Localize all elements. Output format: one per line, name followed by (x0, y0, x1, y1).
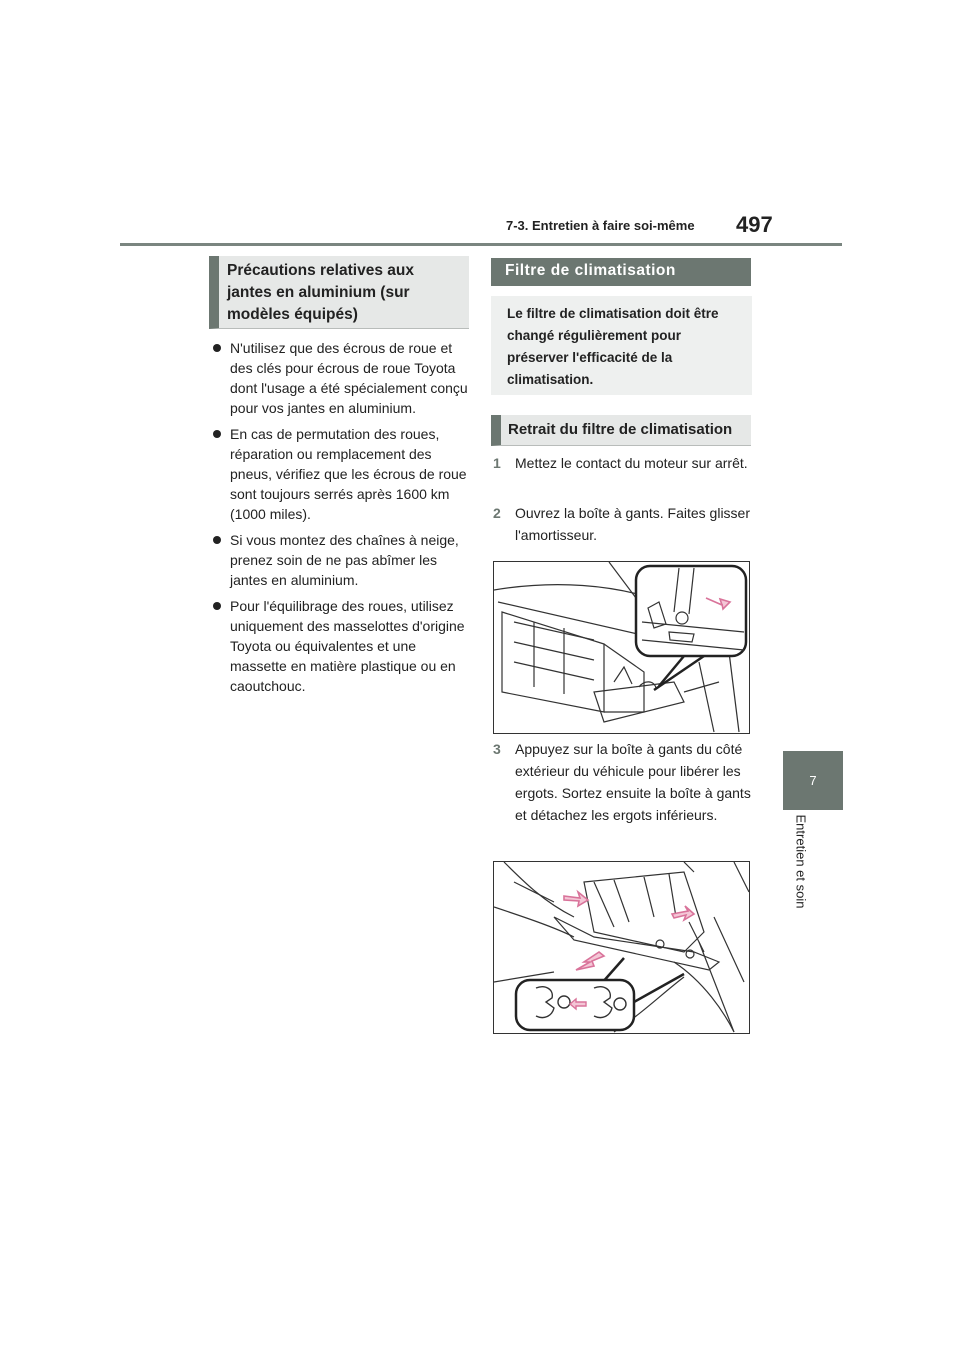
section-title-aluminium-wheels: Précautions relatives aux jantes en aluminium (sur modèles équipés) (209, 256, 469, 329)
bullet-icon (213, 344, 221, 352)
glovebox-damper-drawing (494, 562, 749, 733)
pull-arrow-icon (576, 952, 604, 970)
step-3 (493, 738, 751, 826)
list-item: Pour l'équilibrage des roues, utilisez uniquement des masselottes d'origine Toyota ou équivalentes et une massette en matière plastique ou en caoutchouc. (212, 596, 474, 696)
list-item: N'utilisez que des écrous de roue et des clés pour écrous de roue Toyota dont l'usage a été spécialement conçu pour vos jantes en aluminium. (212, 338, 474, 418)
glovebox-removal-illustration (493, 861, 750, 1034)
bullet-icon (213, 536, 221, 544)
page-number: 497 (736, 212, 773, 237)
step-1 (493, 452, 751, 474)
bullet-icon (213, 430, 221, 438)
list-item: En cas de permutation des roues, réparation ou remplacement des pneus, vérifiez que les écrous de roue sont toujours serrés après 1600 km (1000 miles). (212, 424, 474, 524)
step-number: 2 (493, 505, 501, 521)
step-text: Mettez le contact du moteur sur arrêt. (515, 455, 748, 471)
chapter-title: 7-3. Entretien à faire soi-même (506, 218, 695, 233)
precautions-list (212, 338, 474, 702)
bullet-icon (213, 602, 221, 610)
list-item: Si vous montez des chaînes à neige, prenez soin de ne pas abîmer les jantes en aluminium. (212, 530, 474, 590)
step-number: 1 (493, 455, 501, 471)
section-title-air-filter: Filtre de climatisation (491, 258, 751, 286)
step-2 (493, 502, 751, 546)
step-text: Ouvrez la boîte à gants. Faites glisser l'amortisseur. (515, 505, 750, 543)
step-text: Appuyez sur la boîte à gants du côté extérieur du véhicule pour libérer les ergots. Sortez ensuite la boîte à gants et détachez les ergots inférieurs. (515, 741, 751, 823)
release-arrow-icon (564, 892, 588, 906)
step-number: 3 (493, 741, 501, 757)
release-arrow-icon (672, 906, 694, 920)
section-intro: Le filtre de climatisation doit être changé régulièrement pour préserver l'efficacité de la climatisation. (491, 296, 752, 395)
glovebox-damper-illustration (493, 561, 750, 734)
glovebox-removal-drawing (494, 862, 749, 1033)
subsection-title-filter-removal: Retrait du filtre de climatisation (491, 415, 751, 446)
header-rule (120, 243, 842, 246)
chapter-tab-number: 7 (809, 773, 817, 788)
chapter-side-label: Entretien et soin (793, 814, 809, 909)
